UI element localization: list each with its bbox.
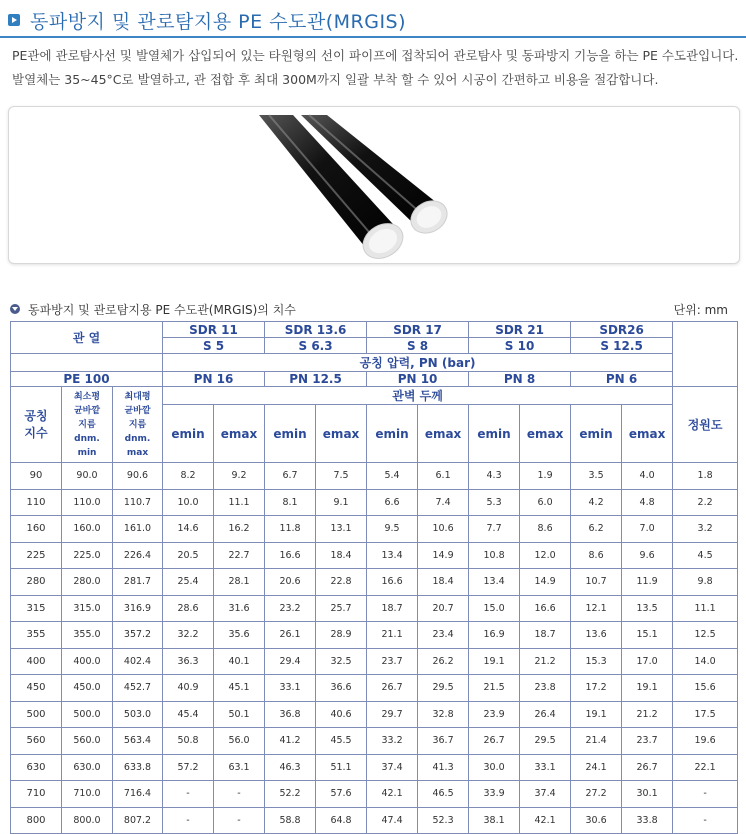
table-cell: 807.2 <box>113 807 163 834</box>
table-cell: 26.1 <box>265 622 316 649</box>
table-cell: 500 <box>11 701 62 728</box>
table-cell: 35.6 <box>214 622 265 649</box>
table-cell: 15.6 <box>673 675 738 702</box>
table-cell: 1.8 <box>673 463 738 490</box>
table-cell: 630 <box>11 754 62 781</box>
roundness-blank <box>673 322 738 387</box>
table-cell: 280 <box>11 569 62 596</box>
table-cell: 5.3 <box>469 489 520 516</box>
header-row-pn <box>11 372 738 387</box>
table-cell: 402.4 <box>113 648 163 675</box>
table-cell: 52.3 <box>418 807 469 834</box>
table-cell: 11.9 <box>622 569 673 596</box>
table-cell: 8.1 <box>265 489 316 516</box>
table-cell: 18.7 <box>367 595 418 622</box>
header-row-sdr <box>11 322 738 338</box>
table-cell: 29.5 <box>520 728 571 755</box>
table-cell: 13.4 <box>367 542 418 569</box>
table-row <box>11 754 738 781</box>
table-cell: 10.0 <box>163 489 214 516</box>
table-cell: 800 <box>11 807 62 834</box>
table-cell: - <box>673 807 738 834</box>
table-cell: 40.1 <box>214 648 265 675</box>
table-cell: 226.4 <box>113 542 163 569</box>
table-cell: 4.2 <box>571 489 622 516</box>
table-cell: 6.6 <box>367 489 418 516</box>
table-cell: 13.5 <box>622 595 673 622</box>
table-cell: 28.1 <box>214 569 265 596</box>
table-cell: 56.0 <box>214 728 265 755</box>
table-cell: 45.4 <box>163 701 214 728</box>
table-cell: 452.7 <box>113 675 163 702</box>
table-cell: 9.6 <box>622 542 673 569</box>
table-cell: 9.2 <box>214 463 265 490</box>
table-cell: 58.8 <box>265 807 316 834</box>
table-cell: 17.5 <box>673 701 738 728</box>
table-cell: 10.7 <box>571 569 622 596</box>
table-cell: 19.1 <box>571 701 622 728</box>
table-cell: 21.5 <box>469 675 520 702</box>
table-row <box>11 489 738 516</box>
table-cell: 90.6 <box>113 463 163 490</box>
table-cell: 26.2 <box>418 648 469 675</box>
table-cell: 21.4 <box>571 728 622 755</box>
table-cell: 57.6 <box>316 781 367 808</box>
table-cell: 27.2 <box>571 781 622 808</box>
table-cell: 26.4 <box>520 701 571 728</box>
table-cell: 7.7 <box>469 516 520 543</box>
table-cell: 710.0 <box>62 781 113 808</box>
table-cell: 10.6 <box>418 516 469 543</box>
table-cell: 16.2 <box>214 516 265 543</box>
table-cell: 560 <box>11 728 62 755</box>
table-cell: 225.0 <box>62 542 113 569</box>
table-cell: 12.5 <box>673 622 738 649</box>
table-row <box>11 463 738 490</box>
sdr-header: SDR 17 <box>367 322 469 338</box>
sdr-header: SDR 21 <box>469 322 571 338</box>
description-line-1: PE관에 관로탐사선 및 발열체가 삽입되어 있는 타원형의 선이 파이프에 접착되어 관로탐사 및 동파방지 기능을 하는 PE 수도관입니다. <box>12 48 739 63</box>
emin-header: emin <box>367 405 418 463</box>
table-cell: 15.3 <box>571 648 622 675</box>
table-cell: 37.4 <box>367 754 418 781</box>
table-cell: 32.8 <box>418 701 469 728</box>
dimension-table <box>10 321 738 834</box>
table-cell: 560.0 <box>62 728 113 755</box>
table-cell: 450.0 <box>62 675 113 702</box>
table-cell: 20.7 <box>418 595 469 622</box>
table-cell: 17.0 <box>622 648 673 675</box>
table-cell: 18.4 <box>316 542 367 569</box>
table-cell: 8.6 <box>571 542 622 569</box>
table-cell: 161.0 <box>113 516 163 543</box>
table-cell: 36.6 <box>316 675 367 702</box>
sdr-header: SDR 13.6 <box>265 322 367 338</box>
table-cell: 110.0 <box>62 489 113 516</box>
table-cell: 355 <box>11 622 62 649</box>
table-row <box>11 648 738 675</box>
table-cell: 41.3 <box>418 754 469 781</box>
unit-label: 단위: mm <box>673 302 728 317</box>
table-cell: 51.1 <box>316 754 367 781</box>
table-cell: 22.1 <box>673 754 738 781</box>
pressure-blank <box>11 354 163 372</box>
pn-header: PN 10 <box>367 372 469 387</box>
pn-header: PN 12.5 <box>265 372 367 387</box>
table-cell: 36.8 <box>265 701 316 728</box>
table-cell: 18.7 <box>520 622 571 649</box>
table-cell: 1.9 <box>520 463 571 490</box>
table-cell: 13.1 <box>316 516 367 543</box>
table-cell: 23.2 <box>265 595 316 622</box>
table-cell: - <box>163 807 214 834</box>
s-header: S 10 <box>469 338 571 354</box>
table-cell: 15.0 <box>469 595 520 622</box>
section-header <box>10 300 736 318</box>
section-bullet-icon <box>10 304 20 314</box>
table-cell: 33.1 <box>265 675 316 702</box>
sdr-header: SDR 11 <box>163 322 265 338</box>
table-cell: 11.8 <box>265 516 316 543</box>
table-cell: 46.5 <box>418 781 469 808</box>
table-cell: 23.8 <box>520 675 571 702</box>
table-cell: 9.5 <box>367 516 418 543</box>
pn-header: PN 8 <box>469 372 571 387</box>
table-cell: 450 <box>11 675 62 702</box>
product-photo <box>8 106 740 264</box>
table-row <box>11 569 738 596</box>
table-cell: 16.9 <box>469 622 520 649</box>
table-cell: 90.0 <box>62 463 113 490</box>
page-title-row <box>8 6 406 34</box>
emax-header: emax <box>520 405 571 463</box>
table-row <box>11 542 738 569</box>
table-cell: 3.2 <box>673 516 738 543</box>
table-cell: 800.0 <box>62 807 113 834</box>
table-cell: 710 <box>11 781 62 808</box>
section-title: 동파방지 및 관로탐지용 PE 수도관(MRGIS)의 치수 <box>28 302 296 317</box>
table-cell: 15.1 <box>622 622 673 649</box>
table-cell: 22.8 <box>316 569 367 596</box>
emax-header: emax <box>622 405 673 463</box>
table-cell: 315.0 <box>62 595 113 622</box>
table-cell: 14.9 <box>418 542 469 569</box>
table-cell: 25.4 <box>163 569 214 596</box>
table-cell: 23.7 <box>367 648 418 675</box>
table-cell: 16.6 <box>520 595 571 622</box>
table-cell: 18.4 <box>418 569 469 596</box>
table-cell: 57.2 <box>163 754 214 781</box>
table-cell: 46.3 <box>265 754 316 781</box>
table-cell: 500.0 <box>62 701 113 728</box>
table-cell: 6.2 <box>571 516 622 543</box>
table-cell: 11.1 <box>214 489 265 516</box>
table-cell: 30.1 <box>622 781 673 808</box>
table-cell: 315 <box>11 595 62 622</box>
emin-header: emin <box>469 405 520 463</box>
table-cell: - <box>214 807 265 834</box>
table-cell: - <box>163 781 214 808</box>
table-cell: 9.8 <box>673 569 738 596</box>
table-cell: 26.7 <box>622 754 673 781</box>
table-cell: 63.1 <box>214 754 265 781</box>
table-cell: 7.4 <box>418 489 469 516</box>
table-cell: 316.9 <box>113 595 163 622</box>
table-cell: 45.5 <box>316 728 367 755</box>
table-cell: 400 <box>11 648 62 675</box>
header-row-wall <box>11 387 738 405</box>
table-cell: 20.5 <box>163 542 214 569</box>
table-cell: 503.0 <box>113 701 163 728</box>
table-cell: - <box>214 781 265 808</box>
table-cell: 31.6 <box>214 595 265 622</box>
table-cell: 22.7 <box>214 542 265 569</box>
pn-header: PN 16 <box>163 372 265 387</box>
table-body <box>11 463 738 834</box>
table-cell: 33.1 <box>520 754 571 781</box>
header-row-pressure <box>11 354 738 372</box>
table-cell: 30.0 <box>469 754 520 781</box>
title-bullet-icon <box>8 14 20 26</box>
table-cell: 19.1 <box>622 675 673 702</box>
table-cell: 26.7 <box>367 675 418 702</box>
emax-header: emax <box>316 405 367 463</box>
table-cell: 7.0 <box>622 516 673 543</box>
table-cell: 29.7 <box>367 701 418 728</box>
emin-header: emin <box>163 405 214 463</box>
description <box>12 44 740 92</box>
table-cell: 25.7 <box>316 595 367 622</box>
table-cell: 40.9 <box>163 675 214 702</box>
table-cell: 21.2 <box>520 648 571 675</box>
table-cell: 52.2 <box>265 781 316 808</box>
table-cell: 64.8 <box>316 807 367 834</box>
table-cell: 32.5 <box>316 648 367 675</box>
table-cell: 14.0 <box>673 648 738 675</box>
emin-header: emin <box>265 405 316 463</box>
table-cell: 32.2 <box>163 622 214 649</box>
table-row <box>11 622 738 649</box>
table-cell: 281.7 <box>113 569 163 596</box>
table-cell: 4.5 <box>673 542 738 569</box>
table-cell: 8.2 <box>163 463 214 490</box>
s-header: S 8 <box>367 338 469 354</box>
table-cell: 6.1 <box>418 463 469 490</box>
table-cell: 4.0 <box>622 463 673 490</box>
table-cell: 90 <box>11 463 62 490</box>
table-row <box>11 781 738 808</box>
table-cell: 563.4 <box>113 728 163 755</box>
table-cell: 24.1 <box>571 754 622 781</box>
table-cell: 40.6 <box>316 701 367 728</box>
title-underline <box>0 36 746 38</box>
table-cell: 36.7 <box>418 728 469 755</box>
table-cell: 21.1 <box>367 622 418 649</box>
table-cell: 23.4 <box>418 622 469 649</box>
table-cell: 400.0 <box>62 648 113 675</box>
emin-header: emin <box>571 405 622 463</box>
table-row <box>11 595 738 622</box>
table-cell: 160 <box>11 516 62 543</box>
table-cell: 41.2 <box>265 728 316 755</box>
s-header: S 5 <box>163 338 265 354</box>
table-cell: 29.5 <box>418 675 469 702</box>
table-cell: 5.4 <box>367 463 418 490</box>
table-cell: 30.6 <box>571 807 622 834</box>
pn-header: PN 6 <box>571 372 673 387</box>
table-cell: 26.7 <box>469 728 520 755</box>
table-cell: 14.9 <box>520 569 571 596</box>
table-cell: 225 <box>11 542 62 569</box>
table-cell: 12.0 <box>520 542 571 569</box>
table-cell: 9.1 <box>316 489 367 516</box>
table-cell: 10.8 <box>469 542 520 569</box>
table-cell: 4.8 <box>622 489 673 516</box>
table-cell: 716.4 <box>113 781 163 808</box>
emax-header: emax <box>418 405 469 463</box>
table-cell: 17.2 <box>571 675 622 702</box>
nominal-size-header: 공칭 지수 <box>11 387 62 463</box>
pipe-row-header: 관 열 <box>11 322 163 354</box>
table-row <box>11 516 738 543</box>
table-cell: 33.9 <box>469 781 520 808</box>
table-cell: 7.5 <box>316 463 367 490</box>
table-cell: 23.9 <box>469 701 520 728</box>
table-cell: 633.8 <box>113 754 163 781</box>
table-cell: 11.1 <box>673 595 738 622</box>
table-cell: 36.3 <box>163 648 214 675</box>
min-diameter-header: 최소평 균바깥 지름 dnm. min <box>62 387 113 463</box>
table-cell: 280.0 <box>62 569 113 596</box>
table-cell: 50.1 <box>214 701 265 728</box>
table-cell: 28.9 <box>316 622 367 649</box>
emax-header: emax <box>214 405 265 463</box>
table-row <box>11 728 738 755</box>
table-cell: - <box>673 781 738 808</box>
table-cell: 33.2 <box>367 728 418 755</box>
table-cell: 21.2 <box>622 701 673 728</box>
table-cell: 19.6 <box>673 728 738 755</box>
table-cell: 12.1 <box>571 595 622 622</box>
table-cell: 8.6 <box>520 516 571 543</box>
table-cell: 45.1 <box>214 675 265 702</box>
description-line-2: 발열체는 35~45°C로 발열하고, 관 접합 후 최대 300M까지 일괄 부착 할 수 있어 시공이 간편하고 비용을 절감합니다. <box>12 72 659 87</box>
table-row <box>11 701 738 728</box>
table-row <box>11 675 738 702</box>
table-cell: 50.8 <box>163 728 214 755</box>
table-cell: 6.7 <box>265 463 316 490</box>
table-cell: 19.1 <box>469 648 520 675</box>
pe-pipe-image <box>9 107 739 263</box>
sdr-header: SDR26 <box>571 322 673 338</box>
table-cell: 20.6 <box>265 569 316 596</box>
table-cell: 23.7 <box>622 728 673 755</box>
table-cell: 110.7 <box>113 489 163 516</box>
table-cell: 16.6 <box>367 569 418 596</box>
page-title: 동파방지 및 관로탐지용 PE 수도관(MRGIS) <box>30 10 407 33</box>
s-header: S 12.5 <box>571 338 673 354</box>
pe-header: PE 100 <box>11 372 163 387</box>
table-cell: 47.4 <box>367 807 418 834</box>
wall-thickness-header: 관벽 두께 <box>163 387 673 405</box>
s-header: S 6.3 <box>265 338 367 354</box>
pressure-header: 공칭 압력, PN (bar) <box>163 354 673 372</box>
table-cell: 42.1 <box>367 781 418 808</box>
table-cell: 3.5 <box>571 463 622 490</box>
table-cell: 16.6 <box>265 542 316 569</box>
table-cell: 37.4 <box>520 781 571 808</box>
table-cell: 13.4 <box>469 569 520 596</box>
table-cell: 110 <box>11 489 62 516</box>
table-cell: 630.0 <box>62 754 113 781</box>
table-cell: 42.1 <box>520 807 571 834</box>
table-cell: 38.1 <box>469 807 520 834</box>
max-diameter-header: 최대평 균바깥 지름 dnm. max <box>113 387 163 463</box>
table-cell: 28.6 <box>163 595 214 622</box>
table-cell: 355.0 <box>62 622 113 649</box>
table-row <box>11 807 738 834</box>
table-cell: 14.6 <box>163 516 214 543</box>
table-cell: 160.0 <box>62 516 113 543</box>
table-cell: 33.8 <box>622 807 673 834</box>
table-cell: 4.3 <box>469 463 520 490</box>
table-cell: 2.2 <box>673 489 738 516</box>
table-cell: 6.0 <box>520 489 571 516</box>
table-cell: 13.6 <box>571 622 622 649</box>
table-cell: 357.2 <box>113 622 163 649</box>
table-cell: 29.4 <box>265 648 316 675</box>
roundness-header: 정원도 <box>673 387 738 463</box>
